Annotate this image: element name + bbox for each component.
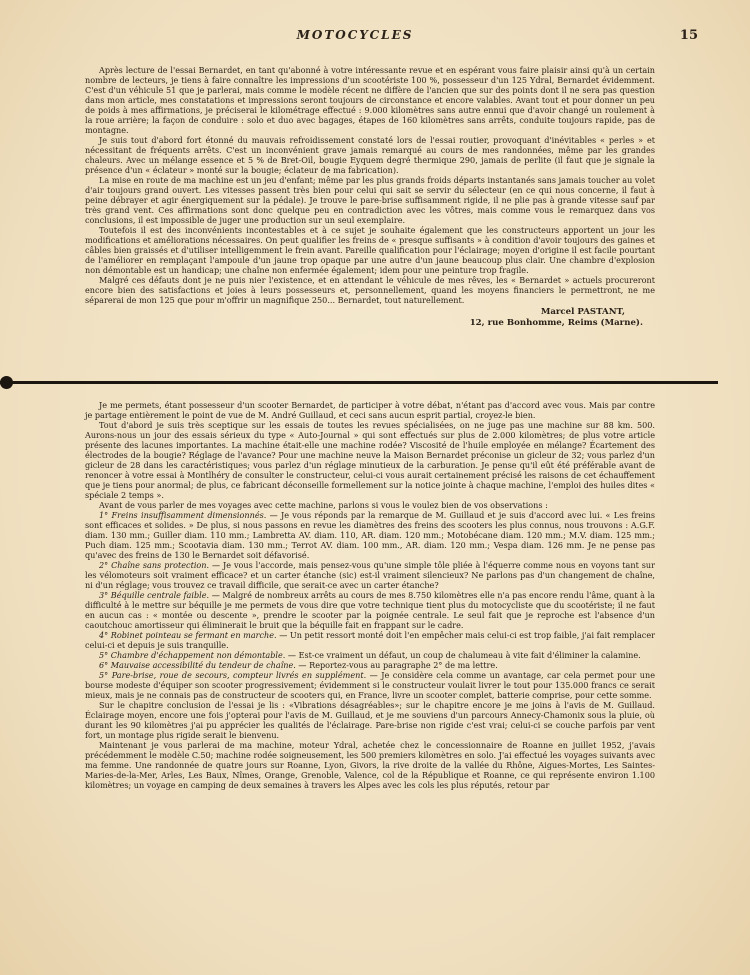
observation-point (85, 510, 655, 560)
observation-point (85, 660, 655, 670)
observation-point (85, 630, 655, 650)
point-heading: 6° Mauvaise accessibilité du tendeur de chaîne. — (99, 660, 307, 670)
point-text: Je vous l'accorde, mais pensez-vous qu'une simple tôle pliée à l'équerre comme nous en voyons tant sur les vélomoteurs soit vraiment efficace? et un carter étanche (sic) est-il vraiment silencieux? Ne parlons pas d'un changement de chaîne, ni d'un réglage; vous trouvez ce travail difficile, que serait-ce avec un carter étanche? (85, 560, 655, 590)
letter-one (85, 65, 655, 329)
point-heading: 1° Freins insuffisamment dimensionnés. — (99, 510, 278, 520)
letter-one-paragraph: Je suis tout d'abord fort étonné du mauvais refroidissement constaté lors de l'essai routier, provoquant d'inévitables « perles » et nécessitant de fréquents arrêts. C'est un inconvénient grave jamais remarqué au cours de mes randonnées, même par les grandes chaleurs. Avec un mélange essence et 5 % de Bret-Oil, bougie Eyquem degré thermique 290, jamais de perlite (il faut que je signale la présence d'un « éclateur » monté sur la bougie; éclateur de ma fabrication). (85, 135, 655, 175)
letter-one-paragraph: Toutefois il est des inconvénients incontestables et à ce sujet je souhaite également que les constructeurs apportent un jour les modifications et améliorations nécessaires. On peut qualifier les freins de « presque suffisants » à condition d'avoir toujours des gaines et câbles bien graissés et d'utiliser intelligemment le frein avant. Pareille qualification pour l'éclairage; moyen d'origine il est facile pourtant de l'améliorer en remplaçant l'ampoule d'un jaune trop opaque par une autre d'un jaune beaucoup plus clair. Une chambre d'explosion non démontable est un handicap; une chaîne non enfermée également; idem pour une peinture trop fragile. (85, 225, 655, 275)
letter-one-paragraph: Après lecture de l'essai Bernardet, en tant qu'abonné à votre intéressante revue et en espérant vous faire plaisir ainsi qu'à un certain nombre de lecteurs, je tiens à faire connaître les impressions d'un scootériste 100 %, possesseur d'un 125 Ydral, Bernardet évidemment. C'est d'un véhicule 51 que je parlerai, mais comme le modèle récent ne diffère de l'ancien que sur des points dont il ne sera pas question dans mon article, mes constatations et impressions seront toujours de circonstance et encore valables. Avant tout et pour donner un peu de poids à mes affirmations, je préciserai le kilométrage effectué : 9.000 kilomètres sans autre ennui que d'avoir changé un roulement à la roue arrière; la façon de conduire : solo et duo avec bagages, étapes de 160 kilomètres sans arrêts, conduite toujours rapide, pas de montagne. (85, 65, 655, 135)
point-text: Je considère cela comme un avantage, car cela permet pour une bourse modeste d'équiper son scooter progressivement; évidemment si le constructeur voulait livrer le tout pour 135.000 francs ce serait mieux, mais je ne connais pas de constructeur de scooters qui, en France, livre un scooter complet, batterie comprise, pour cette somme. (85, 670, 655, 700)
point-text: Est-ce vraiment un défaut, un coup de chalumeau à vite fait d'éliminer la calamine. (296, 650, 641, 660)
point-text: Reportez-vous au paragraphe 2° de ma lettre. (306, 660, 498, 670)
point-heading: 3° Béquille centrale faible. — (99, 590, 220, 600)
letter-two-paragraph: Avant de vous parler de mes voyages avec cette machine, parlons si vous le voulez bien de vos observations : (99, 500, 548, 510)
point-text: Malgré de nombreux arrêts au cours de mes 8.750 kilomètres elle n'a pas encore rendu l'âme, quant à la difficulté à le mettre sur béquille je me permets de vous dire que votre technique tient plus du motocycliste que du scootériste; il ne faut en aucun cas : « montée ou descente », prendre le scooter par la poignée centrale. Le seul fait que je reproche est l'absence d'un caoutchouc amortisseur qui éliminerait le bruit que la béquille fait en frappant sur le cadre. (85, 590, 656, 630)
page-number: 15 (679, 28, 698, 43)
section-divider (0, 381, 718, 384)
point-heading: 5° Pare-brise, roue de secours, compteur livrés en supplément. — (99, 670, 378, 680)
letter-two-paragraph: Je me permets, étant possesseur d'un scooter Bernardet, de participer à votre débat, n'étant pas d'accord avec vous. Mais par contre je partage entièrement le point de vue de M. André Guillaud, et ceci sans aucun esprit partial, croyez-le bien. (85, 400, 655, 420)
letter-two-paragraph: Sur le chapitre conclusion de l'essai je lis : «Vibrations désagréables»; sur le chapitre encore je me joins à l'avis de M. Guillaud. Éclairage moyen, encore une fois j'opterai pour l'avis de M. Guillaud, et je me souviens d'un parcours Annecy-Chamonix sous la pluie, où durant les 90 kilomètres j'ai pu apprécier les qualités de l'éclairage. Pare-brise non rigide c'est vrai; celui-ci se couche parfois par vent fort, un montage plus rigide serait le bienvenu. (85, 700, 655, 740)
signature-name: Marcel PASTANT, (540, 307, 625, 317)
letter-one-paragraph: La mise en route de ma machine est un jeu d'enfant; même par les plus grands froids départs instantanés sans jamais toucher au volet d'air toujours grand ouvert. Les vitesses passent très bien pour celui qui sait se servir du sélecteur (en ce qui nous concerne, il faut à peine débrayer et agir énergiquement sur la pédale). Je trouve le pare-brise suffisamment rigide, il ne plie pas à grande vitesse sauf par très grand vent. Ces affirmations sont donc quelque peu en contradiction avec les vôtres, mais comme vous le remarquez dans vos conclusions, il est impossible de juger une production sur un seul exemplaire. (85, 175, 655, 225)
page-header (0, 28, 750, 48)
letter-two-paragraph: Maintenant je vous parlerai de ma machine, moteur Ydral, achetée chez le concessionnaire de Roanne en juillet 1952, j'avais précédemment le modèle C.50; machine rodée soigneusement, les 500 premiers kilomètres en solo. J'ai effectué les voyages suivants avec ma femme. Une randonnée de quatre jours sur Roanne, Lyon, Givors, la rive droite de la vallée du Rhône, Aigues-Mortes, Les Saintes-Maries-de-la-Mer, Arles, Les Baux, Nîmes, Orange, Grenoble, Valence, col de la République et Roanne, ce qui représente environ 1.100 kilomètres; un voyage en camping de deux semaines à travers les Alpes avec les cols les plus réputés, retour par (85, 740, 655, 790)
point-heading: 4° Robinet pointeau se fermant en marche. — (99, 630, 288, 640)
point-heading: 5° Chambre d'échappement non démontable. — (99, 650, 296, 660)
observation-point (85, 560, 655, 590)
point-text: Un petit ressort monté doit l'en empêcher mais celui-ci est trop faible, j'ai fait remplacer celui-ci et depuis je suis tranquille. (85, 630, 655, 650)
point-text: Je vous réponds par la remarque de M. Guillaud et je suis d'accord avec lui. « Les freins sont efficaces et solides. » De plus, si nous passons en revue les diamètres des freins des scooters les plus connus, nous trouvons : A.G.F. diam. 130 mm.; Guiller diam. 110 mm.; Lambretta AV. diam. 110, AR. diam. 120 mm.; Motobécane diam. 120 mm.; M.V. diam. 125 mm.; Puch diam. 125 mm.; Scootavia diam. 130 mm.; Terrot AV. diam. 100 mm., AR. diam. 120 mm.; Vespa diam. 126 mm. Je ne pense pas qu'avec des freins de 130 le Bernardet soit défavorisé. (85, 510, 655, 560)
letter-two-paragraph: Tout d'abord je suis très sceptique sur les essais de toutes les revues spécialisées, on ne juge pas une machine sur 88 km. 500. Aurons-nous un jour des essais sérieux du type « Auto-Journal » qui sont effectués sur plus de 2.000 kilomètres; de plus votre article présente des lacunes importantes. La machine était-elle une machine rodée? Viscosité de l'huile employée en mélange? Écartement des électrodes de la bougie? Réglage de l'avance? Pour une machine neuve la Maison Bernardet préconise un gicleur de 32; vous parlez d'un gicleur de 28 dans les caractéristiques; vous parlez d'un réglage minutieux de la carburation. Je pense qu'il eût été préférable avant de renoncer à votre essai à Montlhéry de consulter le constructeur, celui-ci vous aurait certainement précisé les raisons de cet échauffement que je tiens pour anormal; de plus, ce fabricant déconseille formellement sur la notice jointe à chaque machine, l'emploi des huiles dites « spéciale 2 temps ». (85, 420, 655, 500)
running-title: MOTOCYCLES (296, 28, 414, 42)
letter-one-signature (85, 307, 655, 329)
signature-address: 12, rue Bonhomme, Reims (Marne). (469, 318, 643, 328)
letter-one-paragraph: Malgré ces défauts dont je ne puis nier l'existence, et en attendant le véhicule de mes rêves, les « Bernardet » actuels procureront encore bien des satisfactions et joies à leurs possesseurs et, personnellement, quand les moyens financiers le permettront, ne me séparerai de mon 125 que pour m'offrir un magnifique 250... Bernardet, tout naturellement. (85, 275, 655, 305)
point-heading: 2° Chaîne sans protection. — (99, 560, 221, 570)
observation-point (85, 590, 655, 630)
letter-two (85, 400, 655, 790)
observation-point (85, 650, 655, 660)
observation-point (85, 670, 655, 700)
